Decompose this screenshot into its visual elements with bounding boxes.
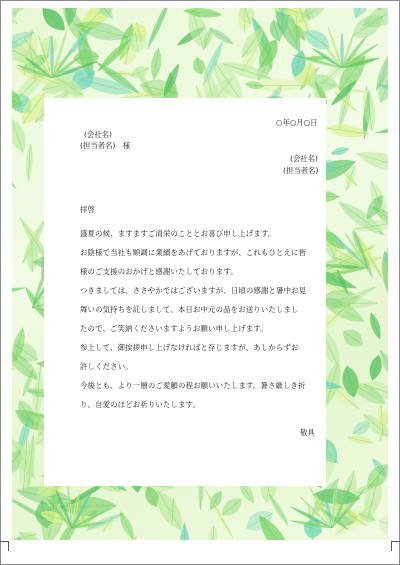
crop-mark-bl-h	[0, 541, 8, 542]
leaf-shape	[12, 285, 26, 299]
leaf-shape	[145, 8, 173, 50]
crop-mark-br-h	[391, 541, 400, 542]
letter-closing: 敬具	[300, 428, 315, 437]
sender-company: (会社名)	[290, 154, 318, 163]
body-line: 様のご支援のおかげと感謝いたしております。	[80, 267, 238, 276]
body-line: り、自愛のほどお祈りいたします。	[80, 400, 201, 409]
crop-mark-bl-v	[8, 541, 9, 551]
body-line: 参上して、御挨拶申し上げなければと存じますが、あしからずお	[80, 343, 299, 352]
body-line: 舞いの気持ちを託しまして、本日お中元の品をお送りいたしまし	[80, 305, 299, 314]
body-line: 許しください。	[80, 362, 133, 371]
recipient-person: (担当者名) 様	[80, 141, 131, 150]
leaf-shape	[101, 532, 141, 540]
body-line: 今後とも、より一層のご愛顧の程お願いいたします。暑さ厳しき折	[80, 381, 306, 390]
leaf-shape	[374, 120, 388, 135]
sender-person: (担当者名)	[283, 166, 319, 175]
letter-date: ○年○月○日	[276, 118, 318, 127]
leaf-shape	[354, 146, 388, 177]
body-line: たので、ご笑納くださいますようお願い申し上げます。	[80, 324, 268, 333]
body-line: 盛夏の候、ますますご清栄のこととお喜び申し上げます。	[80, 229, 276, 238]
recipient-company: (会社名)	[84, 130, 112, 139]
body-line: お陰様で当社も順調に業績をあげておりますが、これもひとえに皆	[80, 248, 307, 257]
letter-opening: 拝啓	[80, 205, 95, 214]
leaf-shape	[375, 512, 388, 537]
leaf-vein	[269, 495, 288, 526]
body-line: つきましては、ささやかではございますが、日頃の感謝と暑中お見	[80, 286, 307, 295]
crop-mark-br-v	[391, 541, 392, 551]
